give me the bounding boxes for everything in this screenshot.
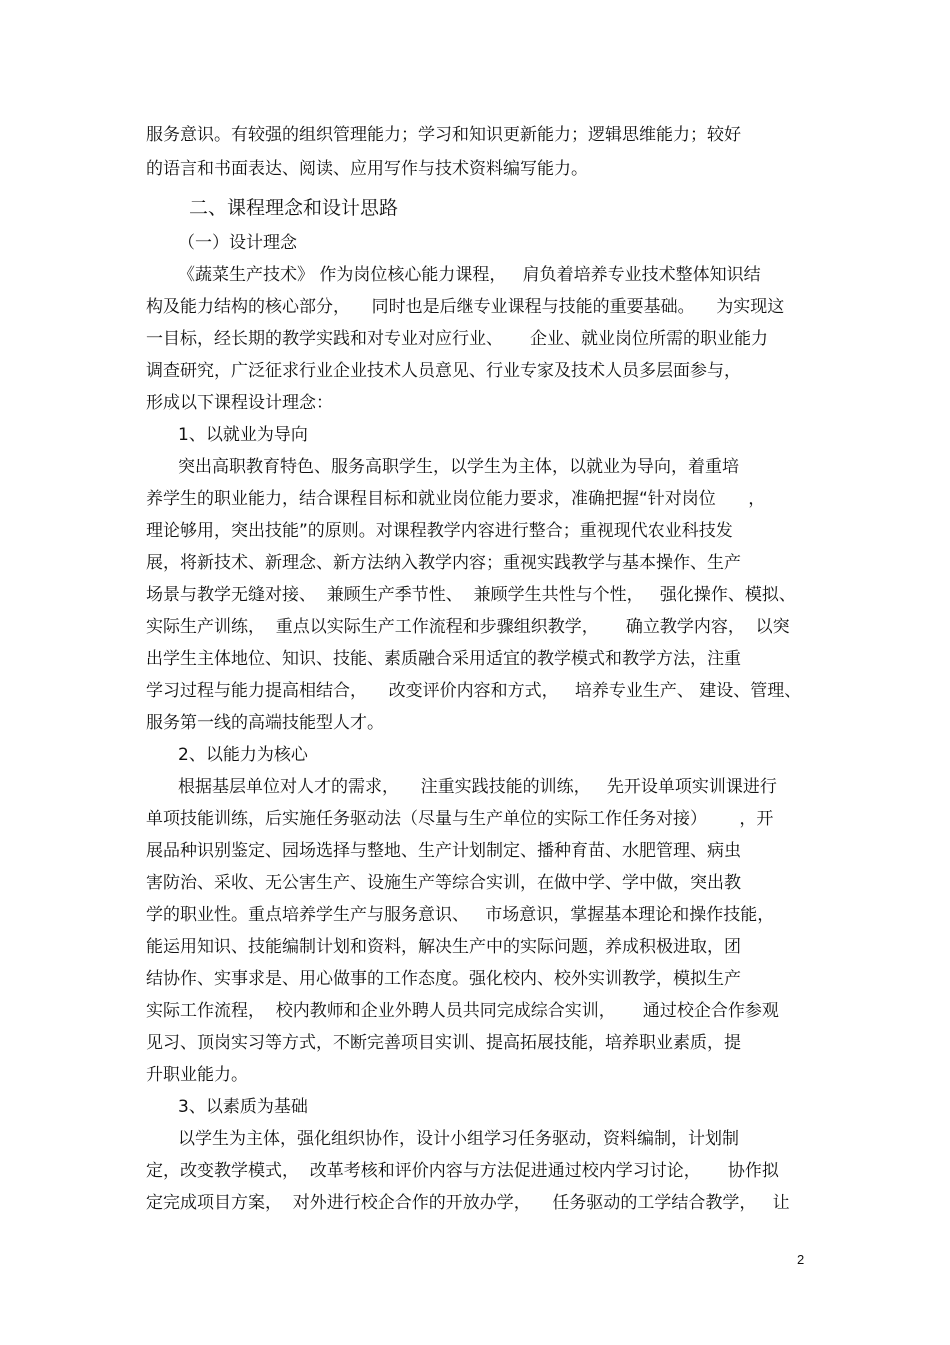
text-line: 的语言和书面表达、阅读、应用写作与技术资料编写能力。 xyxy=(146,159,588,179)
text-line: 定完成项目方案， 对外进行校企合作的开放办学， 任务驱动的工学结合教学， 让 xyxy=(146,1193,790,1213)
text-line: 实际工作流程， 校内教师和企业外聘人员共同完成综合实训， 通过校企合作参观 xyxy=(146,1001,779,1021)
numbered-heading: 2、以能力为核心 xyxy=(178,745,308,765)
text-line: 见习、顶岗实习等方式，不断完善项目实训、提高拓展技能，培养职业素质，提 xyxy=(146,1033,741,1053)
text-line: 出学生主体地位、知识、技能、素质融合采用适宜的教学模式和教学方法，注重 xyxy=(146,649,741,669)
text-line: 突出高职教育特色、服务高职学生，以学生为主体，以就业为导向，着重培 xyxy=(178,457,739,477)
page-number: 2 xyxy=(797,1252,805,1267)
section-heading: 二、课程理念和设计思路 xyxy=(189,197,399,219)
text-line: 能运用知识、技能编制计划和资料，解决生产中的实际问题，养成积极进取，团 xyxy=(146,937,741,957)
text-line: 实际生产训练， 重点以实际生产工作流程和步骤组织教学， 确立教学内容， 以突 xyxy=(146,617,790,637)
text-line: 根据基层单位对人才的需求， 注重实践技能的训练， 先开设单项实训课进行 xyxy=(178,777,777,797)
text-line: 理论够用，突出技能”的原则。对课程教学内容进行整合；重视现代农业科技发 xyxy=(146,521,733,541)
text-line: 服务意识。有较强的组织管理能力；学习和知识更新能力；逻辑思维能力；较好 xyxy=(146,125,741,145)
text-line: 单项技能训练，后实施任务驱动法（尽量与生产单位的实际工作任务对接） ，开 xyxy=(146,809,774,829)
text-line: 害防治、采收、无公害生产、设施生产等综合实训，在做中学、学中做，突出教 xyxy=(146,873,741,893)
numbered-heading: 3、以素质为基础 xyxy=(178,1097,308,1117)
text-line: 学习过程与能力提高相结合， 改变评价内容和方式， 培养专业生产、 建设、管理、 xyxy=(146,681,802,701)
text-line: 定，改变教学模式， 改革考核和评价内容与方法促进通过校内学习讨论， 协作拟 xyxy=(146,1161,779,1181)
text-line: 以学生为主体，强化组织协作，设计小组学习任务驱动，资料编制，计划制 xyxy=(178,1129,739,1149)
text-line: 养学生的职业能力，结合课程目标和就业岗位能力要求，准确把握“针对岗位 ， xyxy=(146,489,766,509)
text-line: 服务第一线的高端技能型人才。 xyxy=(146,713,384,733)
text-line: 构及能力结构的核心部分， 同时也是后继专业课程与技能的重要基础。 为实现这 xyxy=(146,297,785,317)
text-line: 形成以下课程设计理念： xyxy=(146,393,333,413)
text-line: 展品种识别鉴定、园场选择与整地、生产计划制定、播种育苗、水肥管理、病虫 xyxy=(146,841,741,861)
text-line: 展，将新技术、新理念、新方法纳入教学内容；重视实践教学与基本操作、生产 xyxy=(146,553,741,573)
text-line: 场景与教学无缝对接、 兼顾生产季节性、 兼顾学生共性与个性， 强化操作、模拟、 xyxy=(146,585,796,605)
subsection-heading: （一）设计理念 xyxy=(178,233,297,253)
text-line: 调查研究，广泛征求行业企业技术人员意见、行业专家及技术人员多层面参与， xyxy=(146,361,741,381)
text-line: 学的职业性。重点培养学生产与服务意识、 市场意识，掌握基本理论和操作技能， xyxy=(146,905,775,925)
text-line: 一目标，经长期的教学实践和对专业对应行业、 企业、就业岗位所需的职业能力 xyxy=(146,329,769,349)
text-line: 结协作、实事求是、用心做事的工作态度。强化校内、校外实训教学，模拟生产 xyxy=(146,969,741,989)
numbered-heading: 1、以就业为导向 xyxy=(178,425,308,445)
text-line: 《蔬菜生产技术》 作为岗位核心能力课程， 肩负着培养专业技术整体知识结 xyxy=(178,265,761,285)
text-line: 升职业能力。 xyxy=(146,1065,248,1085)
